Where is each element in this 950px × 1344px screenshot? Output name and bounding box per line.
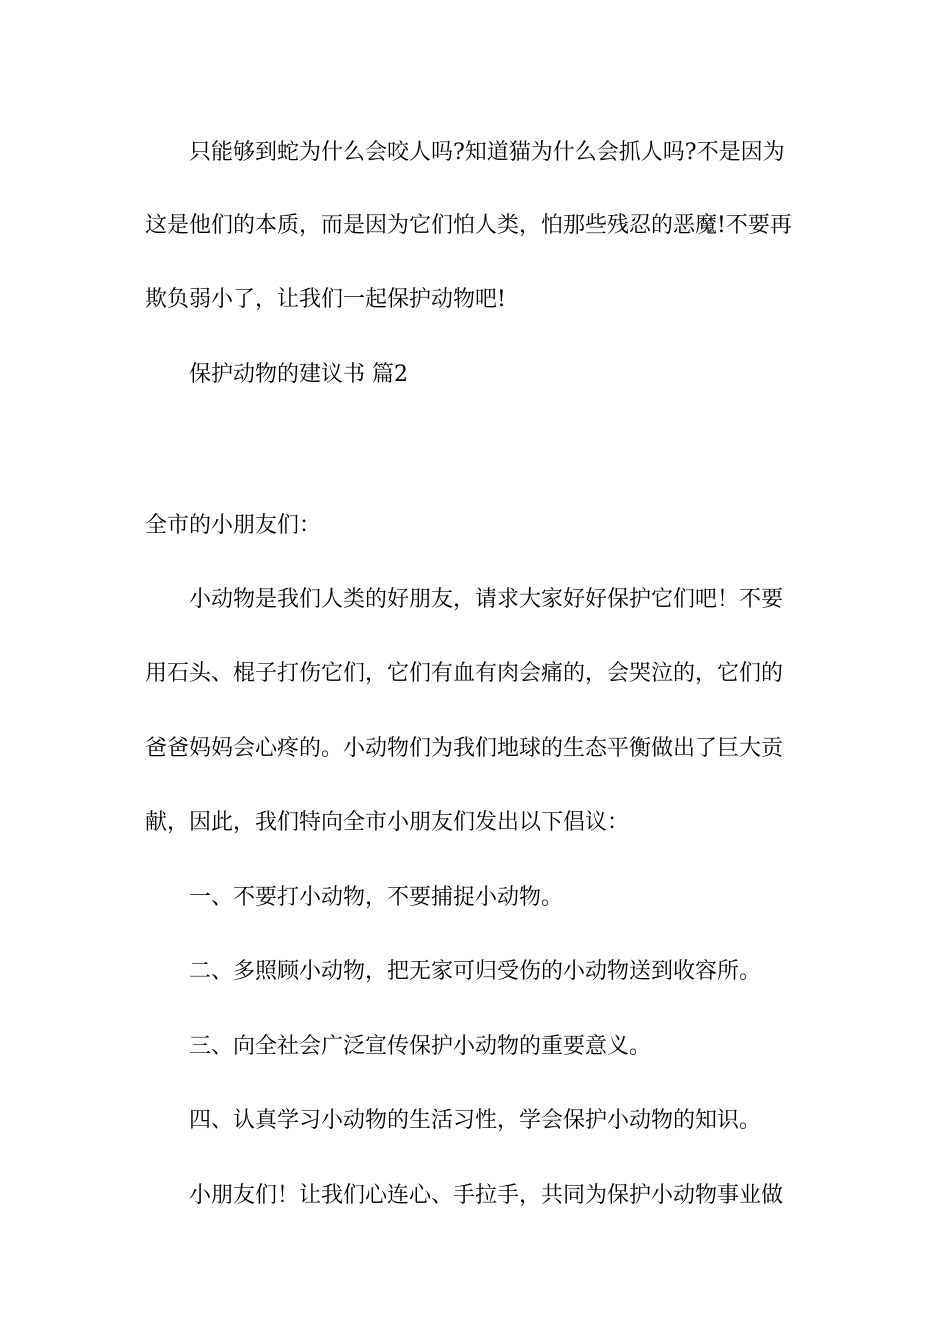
closing-line: 小朋友们！让我们心连心、手拉手，共同为保护小动物事业做 (189, 1183, 784, 1208)
paragraph-line: 小动物是我们人类的好朋友，请求大家好好保护它们吧！不要 (189, 587, 784, 612)
paragraph-line: 这是他们的本质，而是因为它们怕人类，怕那些残忍的恶魔!不要再 (145, 213, 792, 238)
paragraph-line: 只能够到蛇为什么会咬人吗?知道猫为什么会抓人吗?不是因为 (189, 140, 785, 165)
paragraph-line: 爸爸妈妈会心疼的。小动物们为我们地球的生态平衡做出了巨大贡 (145, 736, 784, 761)
proposal-item: 三、向全社会广泛宣传保护小动物的重要意义。 (189, 1034, 652, 1059)
paragraph-line: 欺负弱小了，让我们一起保护动物吧! (145, 287, 506, 312)
paragraph-line: 用石头、棍子打伤它们，它们有血有肉会痛的，会哭泣的，它们的 (145, 661, 784, 686)
proposal-item: 一、不要打小动物，不要捕捉小动物。 (189, 885, 564, 910)
proposal-item: 四、认真学习小动物的生活习性，学会保护小动物的知识。 (189, 1108, 762, 1133)
salutation: 全市的小朋友们： (145, 513, 322, 538)
proposal-item: 二、多照顾小动物，把无家可归受伤的小动物送到收容所。 (189, 959, 762, 984)
paragraph-line: 献，因此，我们特向全市小朋友们发出以下倡议： (145, 810, 630, 835)
section-title: 保护动物的建议书 篇2 (189, 362, 408, 387)
